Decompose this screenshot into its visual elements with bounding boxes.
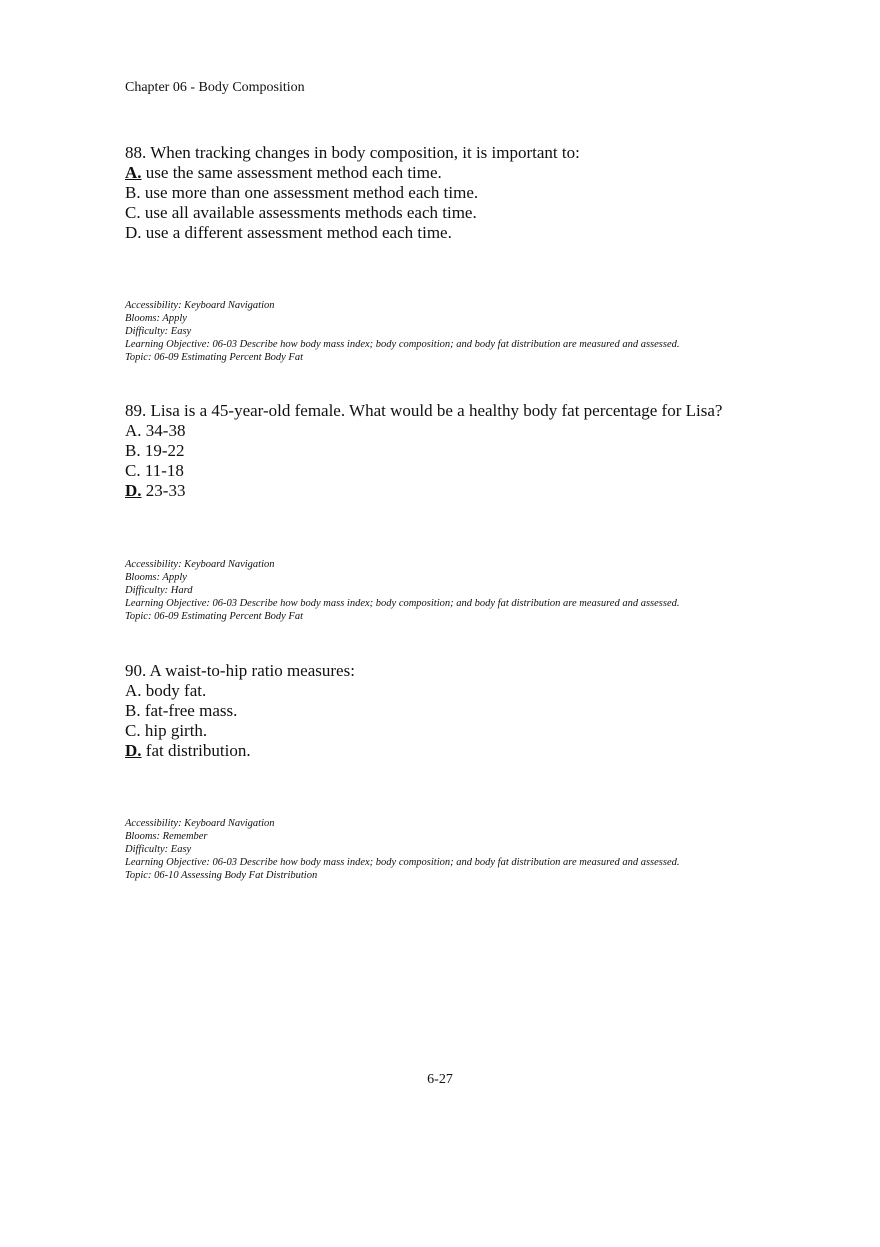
meta-topic: Topic: 06-09 Estimating Percent Body Fat [125, 352, 303, 363]
answer-option-a [125, 421, 825, 441]
option-letter: D. [125, 481, 142, 500]
option-letter: B. [125, 183, 141, 202]
question-stem: 89. Lisa is a 45-year-old female. What would be a healthy body fat percentage for Lisa? [125, 401, 723, 420]
question-metadata [125, 299, 679, 364]
question-88 [125, 143, 825, 363]
option-letter: C. [125, 203, 141, 222]
meta-topic: Topic: 06-09 Estimating Percent Body Fat [125, 611, 303, 622]
meta-accessibility: Accessibility: Keyboard Navigation [125, 818, 275, 829]
answer-options [125, 163, 825, 243]
option-text: 11-18 [140, 461, 184, 480]
option-text: fat distribution. [141, 741, 251, 760]
answer-option-a [125, 163, 825, 183]
meta-learning-objective: Learning Objective: 06-03 Describe how body mass index; body composition; and body fat distribution are measured and assessed. [125, 598, 680, 609]
question-stem: 90. A waist-to-hip ratio measures: [125, 661, 355, 680]
option-letter: A. [125, 681, 142, 700]
option-letter: A. [125, 163, 142, 182]
meta-learning-objective: Learning Objective: 06-03 Describe how body mass index; body composition; and body fat distribution are measured and assessed. [125, 857, 680, 868]
question-stem: 88. When tracking changes in body composition, it is important to: [125, 143, 580, 162]
option-text: body fat. [141, 681, 207, 700]
meta-difficulty: Difficulty: Easy [125, 326, 192, 337]
meta-difficulty: Difficulty: Hard [125, 585, 193, 596]
option-text: 34-38 [141, 421, 186, 440]
meta-learning-objective: Learning Objective: 06-03 Describe how body mass index; body composition; and body fat distribution are measured and assessed. [125, 339, 680, 350]
option-text: 19-22 [140, 441, 185, 460]
meta-accessibility: Accessibility: Keyboard Navigation [125, 559, 275, 570]
question-89 [125, 401, 825, 622]
answer-options [125, 681, 825, 761]
answer-option-c [125, 461, 825, 481]
option-letter: D. [125, 223, 142, 242]
option-letter: A. [125, 421, 142, 440]
meta-accessibility: Accessibility: Keyboard Navigation [125, 300, 275, 311]
option-text: 23-33 [141, 481, 186, 500]
option-text: use the same assessment method each time. [141, 163, 442, 182]
question-90 [125, 661, 825, 881]
page-number: 6-27 [427, 1072, 453, 1087]
option-text: use all available assessments methods each time. [140, 203, 477, 222]
answer-option-c [125, 721, 825, 741]
option-letter: D. [125, 741, 142, 760]
option-text: hip girth. [140, 721, 208, 740]
answer-options [125, 421, 825, 501]
answer-option-a [125, 681, 825, 701]
option-letter: C. [125, 721, 141, 740]
option-letter: B. [125, 701, 141, 720]
answer-option-d [125, 481, 825, 501]
answer-option-b [125, 701, 825, 721]
option-letter: B. [125, 441, 141, 460]
meta-difficulty: Difficulty: Easy [125, 844, 192, 855]
question-metadata [125, 817, 679, 882]
answer-option-c [125, 203, 825, 223]
option-letter: C. [125, 461, 141, 480]
question-metadata [125, 558, 679, 623]
option-text: use a different assessment method each time. [141, 223, 452, 242]
option-text: use more than one assessment method each time. [140, 183, 479, 202]
answer-option-d [125, 741, 825, 761]
meta-blooms: Blooms: Apply [125, 313, 187, 324]
option-text: fat-free mass. [140, 701, 238, 720]
meta-blooms: Blooms: Apply [125, 572, 187, 583]
chapter-header: Chapter 06 - Body Composition [125, 80, 305, 95]
answer-option-b [125, 441, 825, 461]
answer-option-d [125, 223, 825, 243]
answer-option-b [125, 183, 825, 203]
meta-blooms: Blooms: Remember [125, 831, 208, 842]
meta-topic: Topic: 06-10 Assessing Body Fat Distribution [125, 870, 318, 881]
